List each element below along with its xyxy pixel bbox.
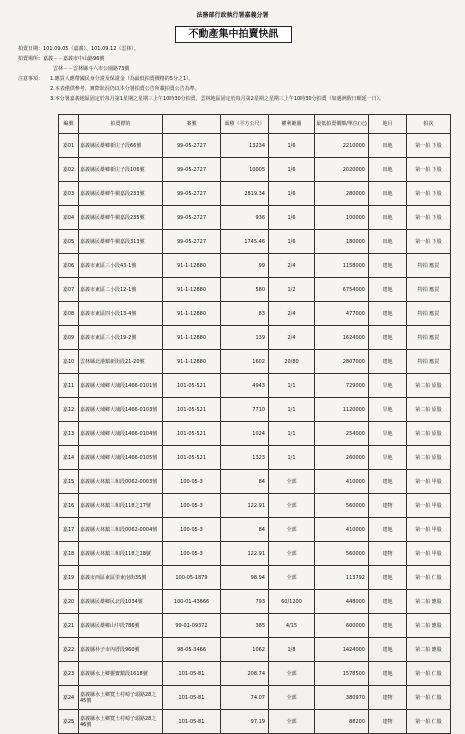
rights-share-cell: 1/6 — [269, 206, 315, 230]
area-cell: 7710 — [221, 398, 269, 422]
table-row — [59, 638, 451, 662]
rights-share-cell: 1/6 — [269, 230, 315, 254]
table-row — [59, 710, 451, 734]
lot-number-cell: 嘉09 — [59, 326, 79, 350]
header-cell: 案號 — [163, 115, 221, 134]
minimum-price-cell: 88200 — [315, 710, 369, 734]
table-header-row — [59, 115, 451, 134]
header-cell: 編號 — [59, 115, 79, 134]
auction-round-cell: 第二拍 原股 — [407, 374, 451, 398]
rights-share-cell: 20/80 — [269, 350, 315, 374]
minimum-price-cell: 113792 — [315, 566, 369, 590]
notes-label: 注意事項： — [18, 76, 44, 82]
lot-number-cell: 嘉10 — [59, 350, 79, 374]
table-row — [59, 542, 451, 566]
table-row — [59, 350, 451, 374]
auction-round-cell: 第一拍 下股 — [407, 134, 451, 158]
auction-round-cell: 特拍 應買 — [407, 326, 451, 350]
rights-share-cell: 全部 — [269, 518, 315, 542]
case-number-cell: 100-05-3 — [163, 494, 221, 518]
auction-round-cell: 第二拍 應股 — [407, 590, 451, 614]
lot-number-cell: 嘉13 — [59, 422, 79, 446]
case-number-cell: 99-05-2727 — [163, 206, 221, 230]
rights-share-cell: 1/2 — [269, 278, 315, 302]
area-cell: 1745.46 — [221, 230, 269, 254]
minimum-price-cell: 410000 — [315, 518, 369, 542]
land-use-cell: 旱地 — [369, 446, 407, 470]
auction-table — [58, 114, 451, 734]
note-3: 3.本分署嘉義地區固定於每月第1星期之星期三上午10時30分拍賣，雲林地區固定於每月第2星期之星期三上午10時30分拍賣（如遇例假日順延一日）。 — [50, 96, 385, 102]
auction-round-cell: 第二拍 原股 — [407, 398, 451, 422]
table-row — [59, 446, 451, 470]
minimum-price-cell: 560000 — [315, 542, 369, 566]
table-row — [59, 614, 451, 638]
table-row — [59, 686, 451, 710]
minimum-price-cell: 2210000 — [315, 134, 369, 158]
area-cell: 122.91 — [221, 542, 269, 566]
rights-share-cell: 全部 — [269, 686, 315, 710]
property-description-cell: 嘉義縣民雄鄉新庄子段66號 — [79, 134, 163, 158]
lot-number-cell: 嘉19 — [59, 566, 79, 590]
land-use-cell: 建地 — [369, 350, 407, 374]
minimum-price-cell: 600000 — [315, 614, 369, 638]
table-row — [59, 374, 451, 398]
header-cell: 拍賣標的 — [79, 115, 163, 134]
property-description-cell: 嘉義縣大埔鄉大埔段1466-0104號 — [79, 422, 163, 446]
auction-round-cell: 第一拍 下股 — [407, 182, 451, 206]
auction-round-cell: 第一拍 仁股 — [407, 662, 451, 686]
case-number-cell: 101-05-521 — [163, 374, 221, 398]
area-cell: 4943 — [221, 374, 269, 398]
property-description-cell: 嘉義縣水上鄉寬土村崎子頭路28之45號 — [79, 686, 163, 710]
case-number-cell: 100-05-3 — [163, 518, 221, 542]
land-use-cell: 旱地 — [369, 422, 407, 446]
case-number-cell: 99-05-2727 — [163, 230, 221, 254]
property-description-cell: 嘉義縣民雄鄉山中段786號 — [79, 614, 163, 638]
minimum-price-cell: 260000 — [315, 446, 369, 470]
property-description-cell: 雲林縣北港鎮新街段21-20號 — [79, 350, 163, 374]
area-cell: 74.07 — [221, 686, 269, 710]
area-cell: 793 — [221, 590, 269, 614]
property-description-cell: 嘉義縣民雄鄉牛稠嘉段233號 — [79, 182, 163, 206]
area-cell: 83 — [221, 302, 269, 326]
rights-share-cell: 1/6 — [269, 134, 315, 158]
case-number-cell: 99-05-2727 — [163, 158, 221, 182]
property-description-cell: 嘉義縣大林鎮三和段0062-0004號 — [79, 518, 163, 542]
land-use-cell: 建地 — [369, 518, 407, 542]
land-use-cell: 建地 — [369, 614, 407, 638]
minimum-price-cell: 410000 — [315, 470, 369, 494]
area-cell: 385 — [221, 614, 269, 638]
lot-number-cell: 嘉04 — [59, 206, 79, 230]
lot-number-cell: 嘉24 — [59, 686, 79, 710]
minimum-price-cell: 280000 — [315, 182, 369, 206]
lot-number-cell: 嘉11 — [59, 374, 79, 398]
case-number-cell: 101-05-81 — [163, 710, 221, 734]
lot-number-cell: 嘉17 — [59, 518, 79, 542]
case-number-cell: 101-05-521 — [163, 398, 221, 422]
property-description-cell: 嘉義縣民雄鄉牛稠嘉段313號 — [79, 230, 163, 254]
land-use-cell: 田地 — [369, 206, 407, 230]
lot-number-cell: 嘉03 — [59, 182, 79, 206]
area-cell: 98.94 — [221, 566, 269, 590]
property-description-cell: 嘉義縣大埔鄉大埔段1466-0101號 — [79, 374, 163, 398]
lot-number-cell: 嘉06 — [59, 254, 79, 278]
lot-number-cell: 嘉02 — [59, 158, 79, 182]
lot-number-cell: 嘉25 — [59, 710, 79, 734]
case-number-cell: 91-1-12880 — [163, 278, 221, 302]
note-1: 1.應買人應帶國民身分證及保證金（為最低拍賣價格的5分之1）。 — [50, 76, 194, 82]
area-cell: 13234 — [221, 134, 269, 158]
lot-number-cell: 嘉14 — [59, 446, 79, 470]
case-number-cell: 100-05-3 — [163, 470, 221, 494]
area-cell: 936 — [221, 206, 269, 230]
land-use-cell: 田地 — [369, 182, 407, 206]
auction-round-cell: 第一拍 甲股 — [407, 542, 451, 566]
property-description-cell: 嘉義市東區四小段13-4號 — [79, 302, 163, 326]
property-description-cell: 嘉義市東區二小段12-1號 — [79, 278, 163, 302]
table-row — [59, 422, 451, 446]
lot-number-cell: 嘉07 — [59, 278, 79, 302]
property-description-cell: 嘉義縣大林鎮三和段0062-0003號 — [79, 470, 163, 494]
case-number-cell: 91-1-12880 — [163, 326, 221, 350]
lot-number-cell: 嘉05 — [59, 230, 79, 254]
table-row — [59, 566, 451, 590]
venue-1: 嘉義－－嘉義市中山路96號 — [43, 56, 105, 62]
auction-round-cell: 第一拍 仁股 — [407, 686, 451, 710]
lot-number-cell: 嘉21 — [59, 614, 79, 638]
minimum-price-cell: 180000 — [315, 230, 369, 254]
area-cell: 580 — [221, 278, 269, 302]
case-number-cell: 100-05-3 — [163, 542, 221, 566]
property-description-cell: 嘉義縣民雄鄉新庄子段106號 — [79, 158, 163, 182]
case-number-cell: 91-1-12880 — [163, 302, 221, 326]
case-number-cell: 100-05-1879 — [163, 566, 221, 590]
land-use-cell: 建物 — [369, 494, 407, 518]
table-row — [59, 662, 451, 686]
land-use-cell: 建地 — [369, 278, 407, 302]
rights-share-cell: 1/6 — [269, 182, 315, 206]
land-use-cell: 建地 — [369, 590, 407, 614]
property-description-cell: 嘉義縣朴子市內厝段960號 — [79, 638, 163, 662]
area-cell: 208.74 — [221, 662, 269, 686]
auction-round-cell: 第一拍 甲股 — [407, 470, 451, 494]
property-description-cell: 嘉義市東區三小段19-2號 — [79, 326, 163, 350]
rights-share-cell: 全部 — [269, 566, 315, 590]
land-use-cell: 旱地 — [369, 398, 407, 422]
land-use-cell: 建地 — [369, 470, 407, 494]
case-number-cell: 101-05-81 — [163, 662, 221, 686]
minimum-price-cell: 560000 — [315, 494, 369, 518]
property-description-cell: 嘉義縣大林鎮三和段118之18號 — [79, 542, 163, 566]
minimum-price-cell: 1424000 — [315, 638, 369, 662]
rights-share-cell: 60/1200 — [269, 590, 315, 614]
lot-number-cell: 嘉23 — [59, 662, 79, 686]
property-description-cell: 嘉義縣大埔鄉大埔段1466-0105號 — [79, 446, 163, 470]
minimum-price-cell: 1120000 — [315, 398, 369, 422]
area-cell: 122.91 — [221, 494, 269, 518]
lot-number-cell: 嘉16 — [59, 494, 79, 518]
land-use-cell: 建物 — [369, 542, 407, 566]
land-use-cell: 建地 — [369, 302, 407, 326]
minimum-price-cell: 448000 — [315, 590, 369, 614]
auction-round-cell: 第一拍 仁股 — [407, 710, 451, 734]
case-number-cell: 99-01-09372 — [163, 614, 221, 638]
venue-label: 拍賣場所： — [18, 56, 44, 62]
auction-round-cell: 第二拍 原股 — [407, 422, 451, 446]
table-row — [59, 182, 451, 206]
rights-share-cell: 1/8 — [269, 638, 315, 662]
minimum-price-cell: 2020000 — [315, 158, 369, 182]
rights-share-cell: 1/6 — [269, 158, 315, 182]
rights-share-cell: 全部 — [269, 710, 315, 734]
property-description-cell: 嘉義市西區東區里東南街35號 — [79, 566, 163, 590]
page-title: 不動產集中拍賣快訊 — [175, 26, 292, 43]
header-cell: 面積（平方公尺） — [221, 115, 269, 134]
table-row — [59, 206, 451, 230]
area-cell: 97.19 — [221, 710, 269, 734]
land-use-cell: 田地 — [369, 230, 407, 254]
property-description-cell: 嘉義縣水上鄉靈寶鎮段1618號 — [79, 662, 163, 686]
minimum-price-cell: 100000 — [315, 206, 369, 230]
rights-share-cell: 全部 — [269, 470, 315, 494]
area-cell: 1602 — [221, 350, 269, 374]
rights-share-cell: 2/4 — [269, 254, 315, 278]
case-number-cell: 98-05-3466 — [163, 638, 221, 662]
area-cell: 84 — [221, 518, 269, 542]
land-use-cell: 建地 — [369, 326, 407, 350]
header-cell: 地目 — [369, 115, 407, 134]
lot-number-cell: 嘉01 — [59, 134, 79, 158]
auction-round-cell: 第一拍 仁股 — [407, 566, 451, 590]
rights-share-cell: 1/1 — [269, 398, 315, 422]
rights-share-cell: 全部 — [269, 494, 315, 518]
case-number-cell: 99-05-2727 — [163, 182, 221, 206]
lot-number-cell: 嘉12 — [59, 398, 79, 422]
agency-name: 法務部行政執行署嘉義分署 — [196, 12, 269, 19]
note-2: 2.本表僅供參考，實際狀況仍以本分署拍賣公告所載拍賣公告為準。 — [50, 86, 200, 92]
case-number-cell: 101-05-521 — [163, 446, 221, 470]
auction-round-cell: 第二拍 原股 — [407, 446, 451, 470]
case-number-cell: 101-05-521 — [163, 422, 221, 446]
table-row — [59, 302, 451, 326]
area-cell: 1024 — [221, 422, 269, 446]
venue-line-1 — [18, 56, 104, 63]
rights-share-cell: 2/4 — [269, 326, 315, 350]
property-description-cell: 嘉義縣大埔鄉大埔段1466-0103號 — [79, 398, 163, 422]
rights-share-cell: 1/1 — [269, 422, 315, 446]
land-use-cell: 建地 — [369, 566, 407, 590]
lot-number-cell: 嘉20 — [59, 590, 79, 614]
table-row — [59, 254, 451, 278]
land-use-cell: 建物 — [369, 710, 407, 734]
land-use-cell: 建地 — [369, 662, 407, 686]
lot-number-cell: 嘉15 — [59, 470, 79, 494]
auction-round-cell: 第一拍 甲股 — [407, 518, 451, 542]
auction-round-cell: 特拍 應買 — [407, 302, 451, 326]
case-number-cell: 91-1-12880 — [163, 254, 221, 278]
table-row — [59, 518, 451, 542]
land-use-cell: 田地 — [369, 158, 407, 182]
property-description-cell: 嘉義縣大林鎮三和段118之17號 — [79, 494, 163, 518]
header-cell: 最低拍賣價額/單位(元) — [315, 115, 369, 134]
land-use-cell: 旱地 — [369, 374, 407, 398]
auction-round-cell: 特拍 應買 — [407, 278, 451, 302]
rights-share-cell: 1/1 — [269, 446, 315, 470]
auction-round-cell: 第一拍 下股 — [407, 206, 451, 230]
case-number-cell: 101-05-81 — [163, 686, 221, 710]
area-cell: 139 — [221, 326, 269, 350]
table-row — [59, 134, 451, 158]
table-row — [59, 158, 451, 182]
land-use-cell: 建物 — [369, 686, 407, 710]
land-use-cell: 田地 — [369, 134, 407, 158]
minimum-price-cell: 729000 — [315, 374, 369, 398]
table-row — [59, 494, 451, 518]
minimum-price-cell: 1578500 — [315, 662, 369, 686]
rights-share-cell: 4/15 — [269, 614, 315, 638]
table-row — [59, 278, 451, 302]
minimum-price-cell: 1624000 — [315, 326, 369, 350]
rights-share-cell: 1/1 — [269, 374, 315, 398]
lot-number-cell: 嘉22 — [59, 638, 79, 662]
property-description-cell: 嘉義市東區三小段43-1號 — [79, 254, 163, 278]
venue-2: 雲林－－雲林縣斗六市公園路73號 — [53, 66, 130, 72]
auction-round-cell: 第二拍 應股 — [407, 614, 451, 638]
auction-round-cell: 第一拍 下股 — [407, 230, 451, 254]
case-number-cell: 91-1-12880 — [163, 350, 221, 374]
minimum-price-cell: 477000 — [315, 302, 369, 326]
case-number-cell: 99-05-2727 — [163, 134, 221, 158]
table-row — [59, 470, 451, 494]
minimum-price-cell: 1158000 — [315, 254, 369, 278]
property-description-cell: 嘉義縣民雄鄉民北段1034號 — [79, 590, 163, 614]
auction-dates: 拍賣日期：101.09.05（嘉義）、101.09.12（雲林）。 — [18, 46, 139, 52]
area-cell: 84 — [221, 470, 269, 494]
area-cell: 99 — [221, 254, 269, 278]
case-number-cell: 100-01-43666 — [163, 590, 221, 614]
auction-round-cell: 第二拍 應股 — [407, 638, 451, 662]
area-cell: 2819.34 — [221, 182, 269, 206]
table-row — [59, 230, 451, 254]
rights-share-cell: 全部 — [269, 662, 315, 686]
minimum-price-cell: 254000 — [315, 422, 369, 446]
minimum-price-cell: 6754000 — [315, 278, 369, 302]
minimum-price-cell: 2807000 — [315, 350, 369, 374]
land-use-cell: 建地 — [369, 254, 407, 278]
minimum-price-cell: 380970 — [315, 686, 369, 710]
header-cell: 拍次 — [407, 115, 451, 134]
property-description-cell: 嘉義縣水上鄉寬土村崎子頭路28之46號 — [79, 710, 163, 734]
lot-number-cell: 嘉08 — [59, 302, 79, 326]
table-row — [59, 590, 451, 614]
auction-round-cell: 特拍 應買 — [407, 350, 451, 374]
auction-round-cell: 特拍 應買 — [407, 254, 451, 278]
land-use-cell: 建地 — [369, 638, 407, 662]
table-row — [59, 326, 451, 350]
area-cell: 10005 — [221, 158, 269, 182]
header-cell: 權利範圍 — [269, 115, 315, 134]
area-cell: 1323 — [221, 446, 269, 470]
table-row — [59, 398, 451, 422]
area-cell: 1062 — [221, 638, 269, 662]
auction-round-cell: 第一拍 甲股 — [407, 494, 451, 518]
property-description-cell: 嘉義縣民雄鄉牛稠嘉段235號 — [79, 206, 163, 230]
lot-number-cell: 嘉18 — [59, 542, 79, 566]
rights-share-cell: 全部 — [269, 542, 315, 566]
auction-round-cell: 第一拍 下股 — [407, 158, 451, 182]
rights-share-cell: 2/4 — [269, 302, 315, 326]
